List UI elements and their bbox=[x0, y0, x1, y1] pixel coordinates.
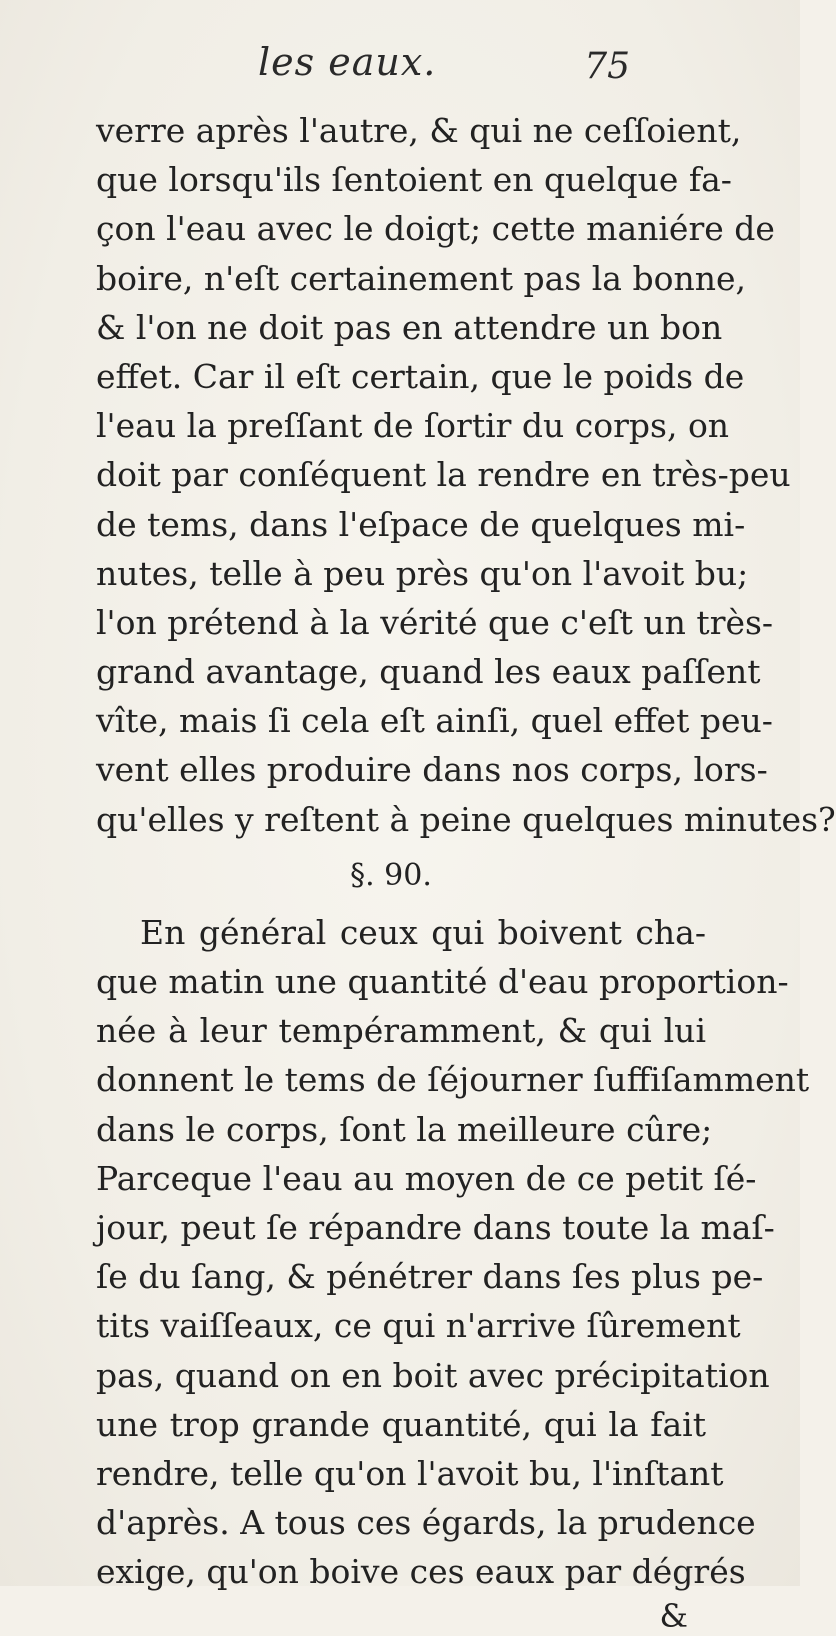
text-line: née à leur tempéramment, & qui lui bbox=[96, 1011, 706, 1051]
text-line: verre après l'autre, & qui ne ceſſoient, bbox=[96, 111, 742, 150]
section-heading: §. 90. bbox=[350, 857, 432, 893]
text-line: une trop grande quantité, qui la fait bbox=[96, 1404, 706, 1444]
text-line: pas, quand on en boit avec précipitation bbox=[96, 1355, 770, 1395]
running-title: les eaux. bbox=[258, 40, 437, 84]
text-line: Parceque l'eau au moyen de ce petit ſé- bbox=[96, 1158, 757, 1198]
text-line: En général ceux qui boivent cha- bbox=[140, 912, 706, 952]
text-line: doit par conſéquent la rendre en très-peu bbox=[96, 455, 791, 495]
paragraph-1 bbox=[96, 106, 836, 844]
text-line: que matin une quantité d'eau proportion- bbox=[96, 962, 789, 1001]
text-line: vent elles produire dans nos corps, lors- bbox=[96, 750, 768, 790]
text-line: donnent le tems de ſéjourner ſuffiſamment bbox=[96, 1060, 810, 1100]
text-line: çon l'eau avec le doigt; cette maniére de bbox=[96, 209, 775, 249]
text-line: que lorsqu'ils ſentoient en quelque fa- bbox=[96, 160, 732, 200]
text-line: effet. Car il eſt certain, que le poids de bbox=[96, 356, 745, 396]
page-header bbox=[250, 40, 630, 100]
text-line: rendre, telle qu'on l'avoit bu, l'inſtant bbox=[96, 1453, 724, 1493]
text-line: grand avantage, quand les eaux paſſent bbox=[96, 652, 761, 692]
body-text bbox=[96, 106, 836, 1636]
text-line: vîte, mais ſi cela eſt ainſi, quel effet peu- bbox=[96, 701, 773, 741]
text-line: d'après. A tous ces égards, la prudence bbox=[96, 1503, 756, 1543]
text-line: nutes, telle à peu près qu'on l'avoit bu; bbox=[96, 553, 749, 593]
text-line: boire, n'eſt certainement pas la bonne, bbox=[96, 258, 746, 298]
text-line: jour, peut ſe répandre dans toute la maſ- bbox=[96, 1207, 775, 1247]
paragraph-2 bbox=[96, 908, 810, 1597]
text-line: exige, qu'on boive ces eaux par dégrés bbox=[96, 1552, 746, 1592]
text-line: tits vaiſſeaux, ce qui n'arrive ſûrement bbox=[96, 1306, 741, 1346]
text-line: dans le corps, ſont la meilleure cûre; bbox=[96, 1109, 713, 1149]
text-line: ſe du ſang, & pénétrer dans ſes plus pe- bbox=[96, 1257, 764, 1297]
text-line: qu'elles y reſtent à peine quelques minutes? bbox=[96, 799, 836, 839]
text-line: de tems, dans l'eſpace de quelques mi- bbox=[96, 504, 746, 544]
page-number: 75 bbox=[584, 46, 630, 87]
catchword: & bbox=[659, 1597, 688, 1636]
text-line: l'eau la preſſant de ſortir du corps, on bbox=[96, 406, 730, 446]
text-line: & l'on ne doit pas en attendre un bon bbox=[96, 307, 723, 347]
text-line: l'on prétend à la vérité que c'eſt un très- bbox=[96, 602, 774, 642]
